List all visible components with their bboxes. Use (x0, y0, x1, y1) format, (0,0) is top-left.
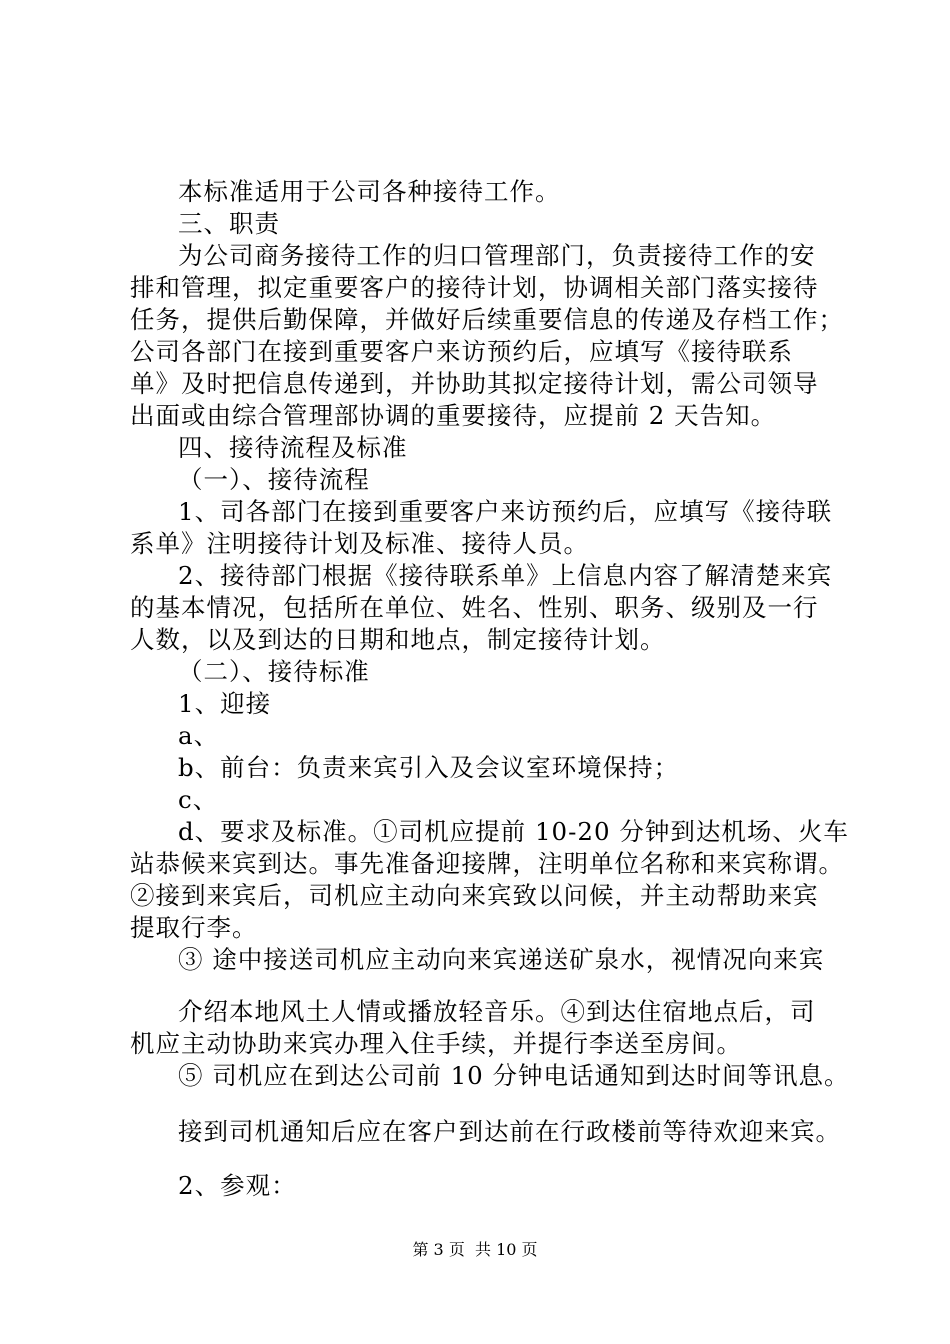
paragraph-responsibilities-line-3: 任务，提供后勤保障，并做好后续重要信息的传递及存档工作； (130, 305, 844, 334)
subsection-heading-process: （一）、接待流程 (178, 465, 370, 494)
sub-item-d-line-9: 接到司机通知后应在客户到达前在行政楼前等待欢迎来宾。 (178, 1117, 841, 1146)
sub-item-d-line-3: ②接到来宾后，司机应主动向来宾致以问候，并主动帮助来宾 (130, 881, 819, 910)
item-greeting-heading: 1、迎接 (178, 689, 272, 718)
sub-item-d-line-1: d、要求及标准。①司机应提前 10-20 分钟到达机场、火车 (178, 817, 849, 846)
item-visit-heading: 2、参观： (178, 1171, 297, 1200)
sub-item-d-line-8: ⑤ 司机应在到达公司前 10 分钟电话通知到达时间等讯息。 (178, 1061, 850, 1090)
sub-item-d-line-7: 机应主动协助来宾办理入住手续，并提行李送至房间。 (130, 1029, 742, 1058)
list-item-2-line-3: 人数，以及到达的日期和地点，制定接待计划。 (130, 625, 666, 654)
section-heading-process-standards: 四、接待流程及标准 (178, 433, 408, 462)
paragraph-responsibilities-line-2: 排和管理，拟定重要客户的接待计划，协调相关部门落实接待 (130, 273, 819, 302)
subsection-heading-standards: （二）、接待标准 (178, 657, 370, 686)
sub-item-a: a、 (178, 721, 220, 750)
list-item-1-line-1: 1、司各部门在接到重要客户来访预约后，应填写《接待联 (178, 497, 833, 526)
paragraph-responsibilities-line-1: 为公司商务接待工作的归口管理部门，负责接待工作的安 (178, 241, 816, 270)
list-item-2-line-2: 的基本情况，包括所在单位、姓名、性别、职务、级别及一行 (130, 593, 819, 622)
list-item-2-line-1: 2、接待部门根据《接待联系单》上信息内容了解清楚来宾 (178, 561, 833, 590)
sub-item-d-line-2: 站恭候来宾到达。事先准备迎接牌，注明单位名称和来宾称谓。 (130, 849, 844, 878)
paragraph-responsibilities-line-6: 出面或由综合管理部协调的重要接待，应提前 2 天告知。 (130, 401, 777, 430)
sub-item-d-line-4: 提取行李。 (130, 913, 258, 942)
sub-item-d-line-6: 介绍本地风土人情或播放轻音乐。④到达住宿地点后，司 (178, 997, 816, 1026)
sub-item-c: c、 (178, 785, 219, 814)
paragraph-scope: 本标准适用于公司各种接待工作。 (178, 177, 561, 206)
section-heading-responsibilities: 三、职责 (178, 209, 280, 238)
sub-item-d-line-5: ③ 途中接送司机应主动向来宾递送矿泉水，视情况向来宾 (178, 945, 825, 974)
sub-item-b: b、前台：负责来宾引入及会议室环境保持； (178, 753, 680, 782)
paragraph-responsibilities-line-4: 公司各部门在接到重要客户来访预约后，应填写《接待联系 (130, 337, 793, 366)
list-item-1-line-2: 系单》注明接待计划及标准、接待人员。 (130, 529, 589, 558)
paragraph-responsibilities-line-5: 单》及时把信息传递到，并协助其拟定接待计划，需公司领导 (130, 369, 819, 398)
page-footer: 第 3 页 共 10 页 (412, 1240, 538, 1259)
